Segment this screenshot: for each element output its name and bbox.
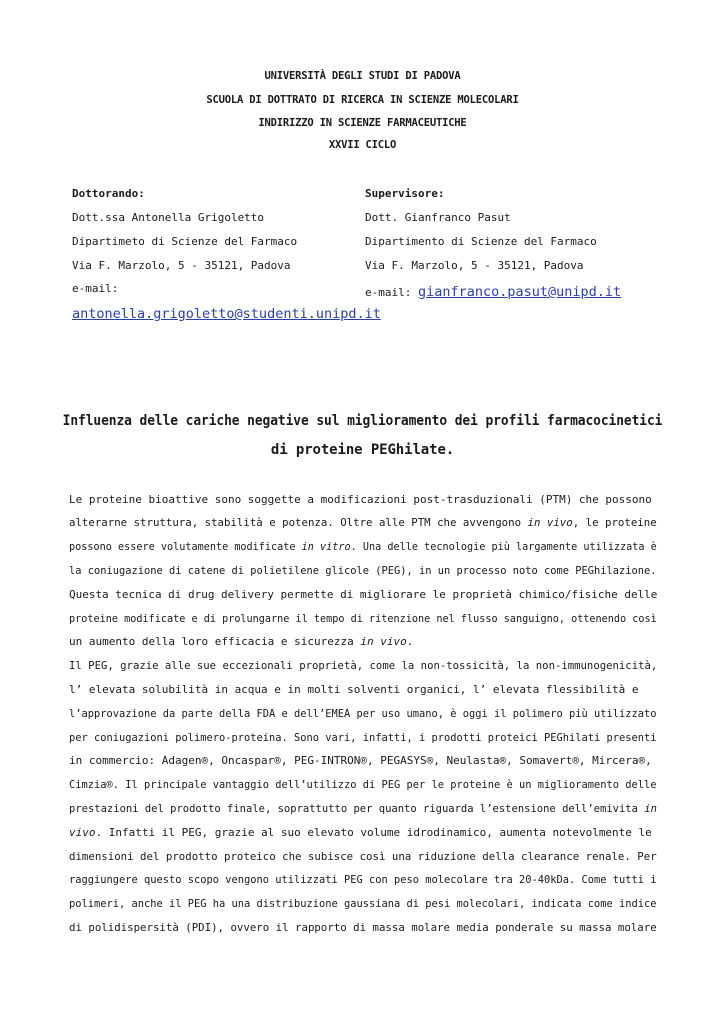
supervisor-email-row	[365, 284, 621, 300]
body-line: possono essere volutamente modificate in vitro. Una delle tecnologie più largamente utilizzata è	[69, 540, 657, 553]
body-line: un aumento della loro efficacia e sicurezza in vivo.	[69, 635, 414, 648]
student-email-link[interactable]: antonella.grigoletto@studenti.unipd.it	[72, 306, 381, 322]
body-line: Il PEG, grazie alle sue eccezionali proprietà, come la non-tossicità, la non-immunogenicità,	[69, 659, 658, 672]
body-line: raggiungere questo scopo vengono utilizzati PEG con peso molecolare tra 20-40kDa. Come tutti i	[69, 873, 657, 886]
curriculum: INDIRIZZO IN SCIENZE FARMACEUTICHE	[258, 117, 467, 129]
body-line: l’ elevata solubilità in acqua e in molti solventi organici, l’ elevata flessibilità e	[69, 683, 639, 696]
student-address: Via F. Marzolo, 5 - 35121, Padova	[72, 259, 291, 272]
doctoral-school: SCUOLA DI DOTTRATO DI RICERCA IN SCIENZE MOLECOLARI	[206, 94, 519, 106]
cycle: XXVII CICLO	[328, 139, 397, 151]
body-line: Questa tecnica di drug delivery permette di migliorare le proprietà chimico/fisiche delle	[69, 588, 658, 601]
student-name: Dott.ssa Antonella Grigoletto	[72, 211, 265, 224]
body-line: la coniugazione di catene di polietilene glicole (PEG), in un processo noto come PEGhilazione.	[69, 564, 657, 577]
student-department: Dipartimeto di Scienze del Farmaco	[72, 235, 298, 248]
body-line: proteine modificate e di prolungarne il tempo di ritenzione nel flusso sanguigno, ottenendo così	[69, 612, 657, 625]
body-line: Cimzia®. Il principale vantaggio dell’utilizzo di PEG per le proteine è un miglioramento delle	[69, 778, 657, 791]
body-line: polimeri, anche il PEG ha una distribuzione gaussiana di pesi molecolari, indicata come indice	[69, 897, 657, 910]
thesis-title-line-1: Influenza delle cariche negative sul miglioramento dei profili farmacocinetici	[62, 413, 663, 429]
supervisor-name: Dott. Gianfranco Pasut	[365, 211, 511, 224]
body-line: Le proteine bioattive sono soggette a modificazioni post-trasduzionali (PTM) che possono	[69, 493, 652, 506]
body-line: vivo. Infatti il PEG, grazie al suo elevato volume idrodinamico, aumenta notevolmente le	[69, 826, 652, 839]
body-line: prestazioni del prodotto finale, soprattutto per quanto riguarda l’estensione dell’emivita in	[69, 802, 657, 815]
body-line: per coniugazioni polimero-proteina. Sono vari, infatti, i prodotti proteici PEGhilati presenti	[69, 731, 657, 744]
thesis-title-line-2: di proteine PEGhilate.	[270, 442, 455, 458]
supervisor-address: Via F. Marzolo, 5 - 35121, Padova	[365, 259, 584, 272]
supervisor-department: Dipartimento di Scienze del Farmaco	[365, 235, 597, 248]
student-label: Dottorando:	[72, 187, 145, 200]
body-line: l’approvazione da parte della FDA e dell’EMEA per uso umano, è oggi il polimero più utilizzato	[69, 707, 657, 720]
supervisor-email-link[interactable]: gianfranco.pasut@unipd.it	[417, 284, 622, 300]
body-line: in commercio: Adagen®, Oncaspar®, PEG-INTRON®, PEGASYS®, Neulasta®, Somavert®, Mircera®,	[69, 754, 652, 767]
body-line: alterarne struttura, stabilità e potenza. Oltre alle PTM che avvengono in vivo, le proteine	[69, 516, 657, 529]
body-line: dimensioni del prodotto proteico che subisce così una riduzione della clearance renale. Per	[69, 850, 657, 863]
university-name: UNIVERSITÀ DEGLI STUDI DI PADOVA	[264, 70, 461, 82]
supervisor-email-label: e-mail:	[365, 286, 412, 299]
supervisor-label: Supervisore:	[365, 187, 445, 200]
student-email-label: e-mail:	[72, 282, 119, 295]
body-line: di polidispersità (PDI), ovvero il rapporto di massa molare media ponderale su massa molare	[69, 921, 657, 934]
